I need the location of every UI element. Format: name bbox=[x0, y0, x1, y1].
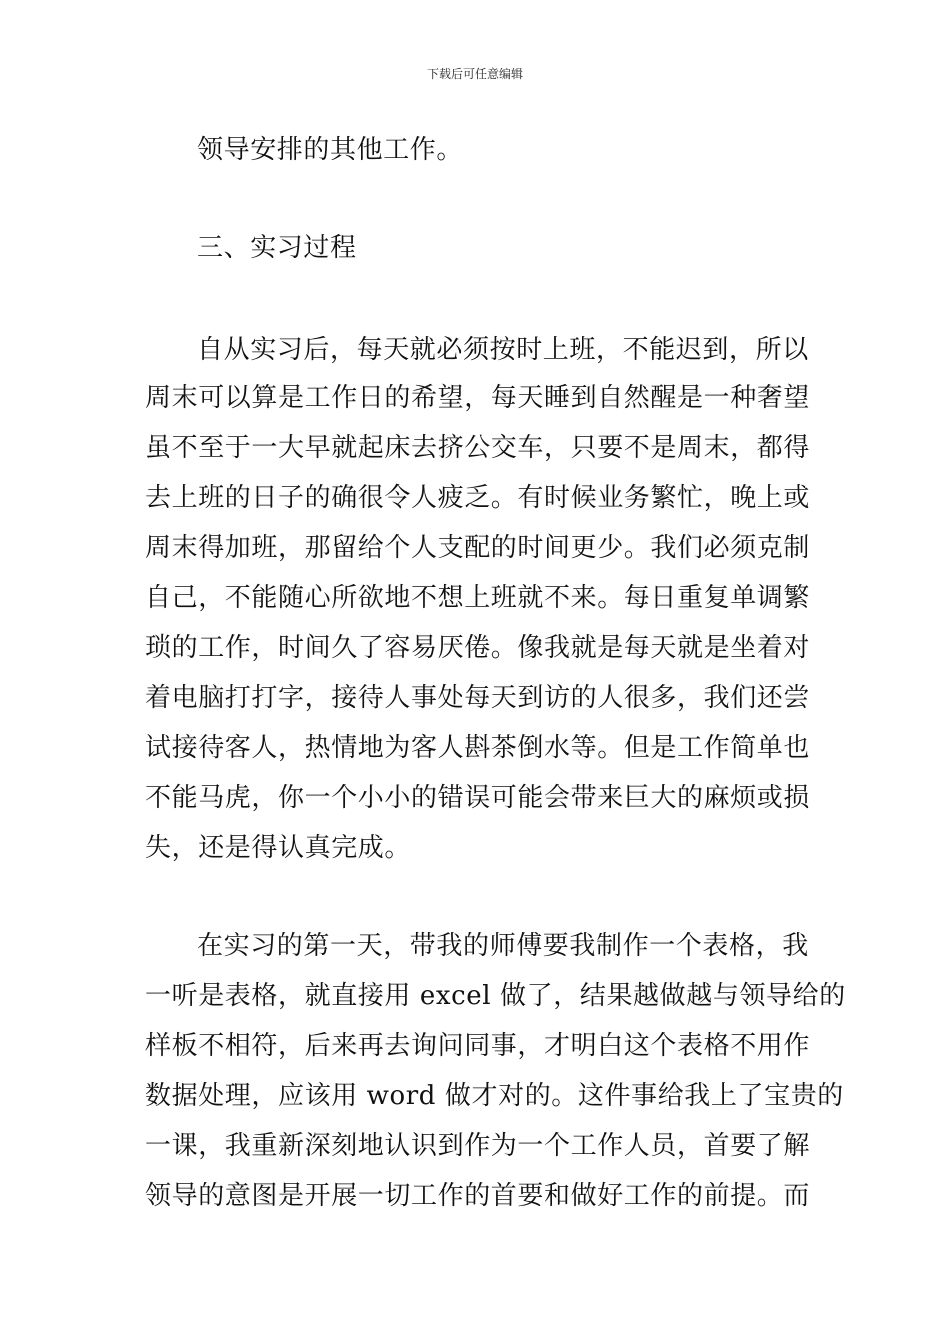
paragraph-line: 领导的意图是开展一切工作的首要和做好工作的前提。而 bbox=[145, 1181, 811, 1211]
paragraph-line: 周末得加班，那留给个人支配的时间更少。我们必须克制 bbox=[145, 533, 811, 563]
paragraph-line: 自己，不能随心所欲地不想上班就不来。每日重复单调繁 bbox=[145, 583, 811, 613]
paragraph-line: 着电脑打打字，接待人事处每天到访的人很多，我们还尝 bbox=[145, 683, 811, 713]
paragraph-line: 自从实习后，每天就必须按时上班，不能迟到，所以 bbox=[197, 335, 809, 365]
paragraph-line: 失，还是得认真完成。 bbox=[145, 833, 412, 863]
paragraph-line: 数据处理，应该用 word 做才对的。这件事给我上了宝贵的 bbox=[145, 1081, 844, 1111]
paragraph-line: 一听是表格，就直接用 excel 做了，结果越做越与领导给的 bbox=[145, 981, 846, 1011]
paragraph-line: 不能马虎，你一个小小的错误可能会带来巨大的麻烦或损 bbox=[145, 783, 811, 813]
paragraph-line: 一课，我重新深刻地认识到作为一个工作人员，首要了解 bbox=[145, 1131, 811, 1161]
section-heading: 三、实习过程 bbox=[197, 233, 357, 263]
paragraph-line: 样板不相符，后来再去询问同事，才明白这个表格不用作 bbox=[145, 1031, 811, 1061]
paragraph-line: 领导安排的其他工作。 bbox=[197, 135, 464, 165]
paragraph-line: 琐的工作，时间久了容易厌倦。像我就是每天就是坐着对 bbox=[145, 633, 811, 663]
paragraph-line: 虽不至于一大早就起床去挤公交车，只要不是周末，都得 bbox=[145, 433, 811, 463]
paragraph-line: 在实习的第一天，带我的师傅要我制作一个表格，我 bbox=[197, 931, 809, 961]
paragraph-line: 试接待客人，热情地为客人斟茶倒水等。但是工作简单也 bbox=[145, 733, 811, 763]
page-header-note: 下载后可任意编辑 bbox=[426, 67, 523, 81]
paragraph-line: 周末可以算是工作日的希望，每天睡到自然醒是一种奢望 bbox=[145, 383, 811, 413]
paragraph-line: 去上班的日子的确很令人疲乏。有时候业务繁忙，晚上或 bbox=[145, 483, 811, 513]
